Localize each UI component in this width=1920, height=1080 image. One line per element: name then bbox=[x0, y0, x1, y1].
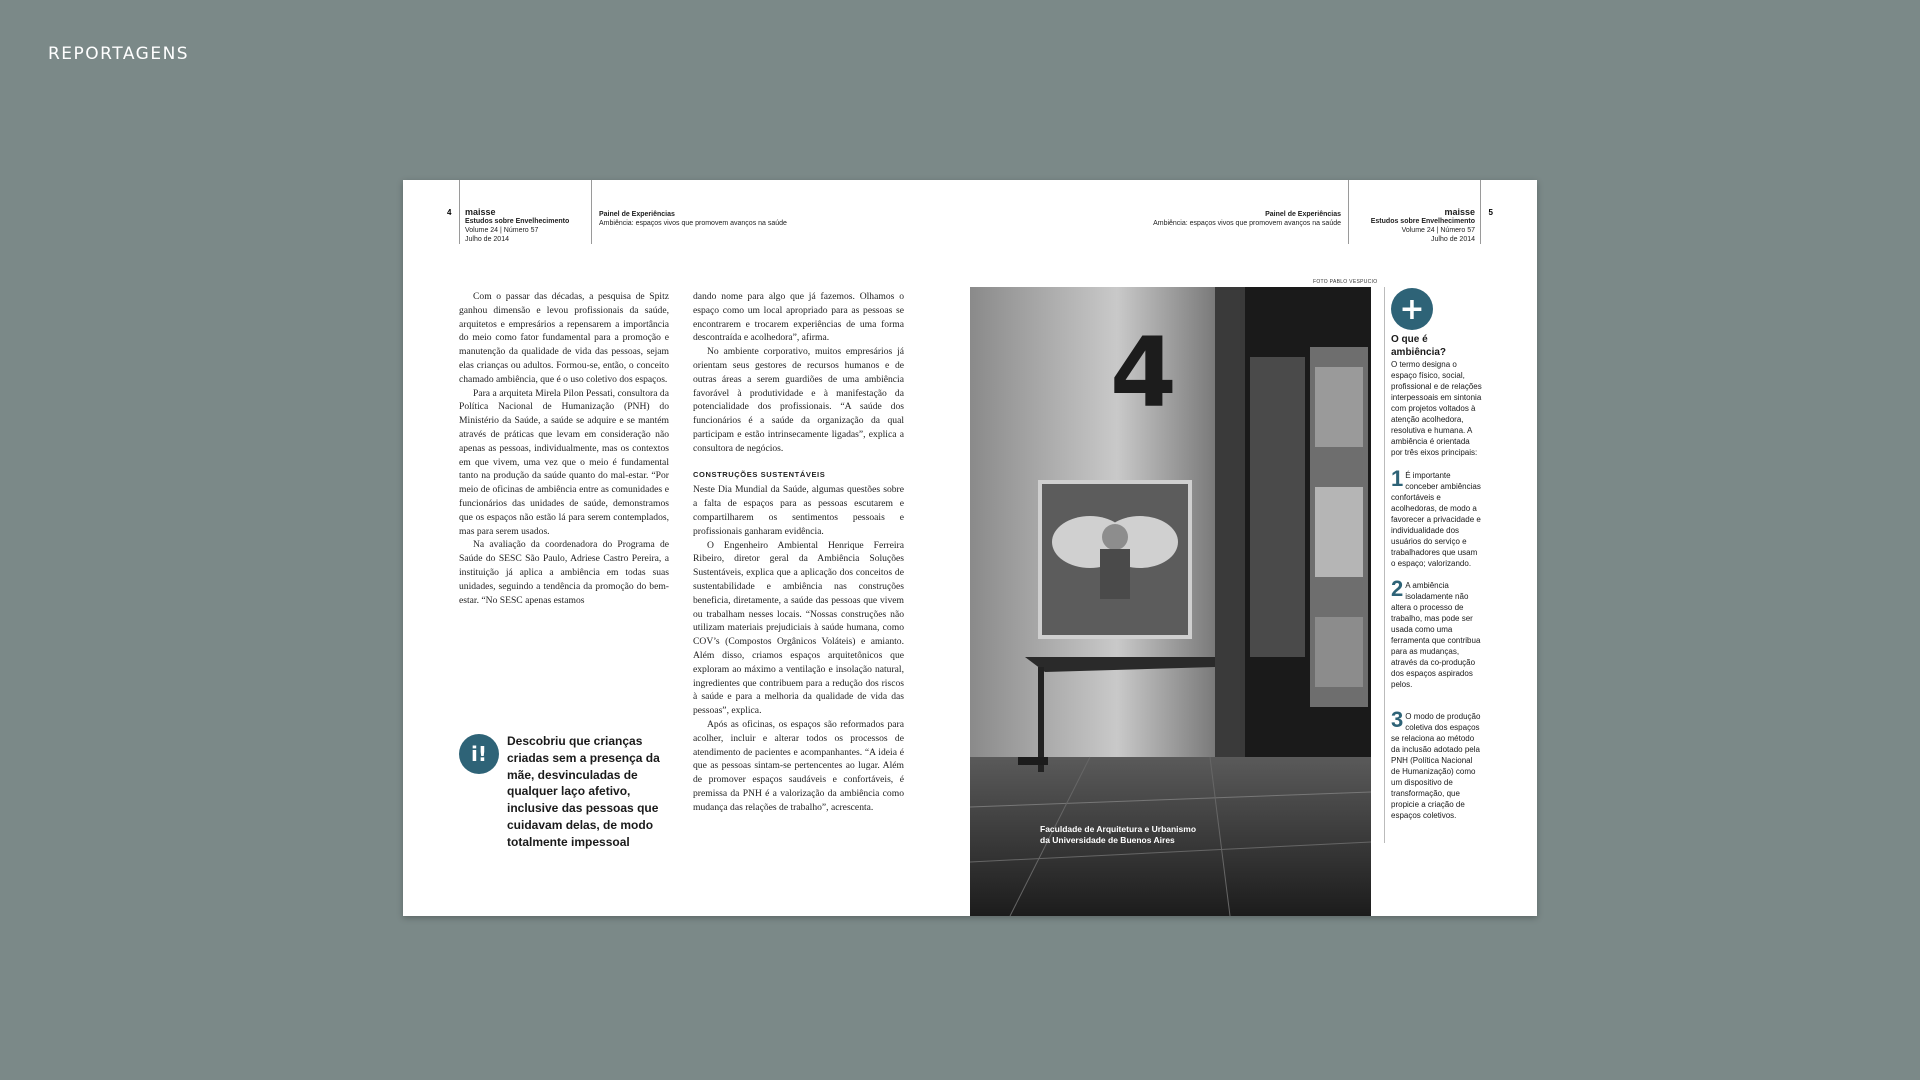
page-number-right: 5 bbox=[1488, 208, 1493, 217]
section-subtitle: Ambiência: espaços vivos que promovem avanços na saúde bbox=[599, 220, 787, 227]
caption-line: da Universidade de Buenos Aires bbox=[1040, 835, 1175, 845]
article-photo bbox=[970, 287, 1371, 916]
paragraph: dando nome para algo que já fazemos. Olhamos o espaço como um local apropriado para as pessoas se encontrarem e trocarem experiências de uma forma descontraída e acolhedora”, afirma. bbox=[693, 291, 904, 344]
magazine-date: Julho de 2014 bbox=[1431, 236, 1475, 243]
photo-credit: FOTO PABLO VESPUCIO bbox=[1313, 279, 1378, 285]
sidebar-item bbox=[1391, 707, 1483, 821]
item-text: O modo de produção coletiva dos espaços se relaciona ao método da inclusão adotado pela PNH (Política Nacional de Humanização) como um dispositivo de transformação, que propicie a criação de espaços coletivos. bbox=[1391, 712, 1481, 820]
article-column-1 bbox=[459, 290, 669, 607]
sidebar-rule bbox=[1384, 287, 1385, 843]
header-rule bbox=[591, 180, 592, 244]
header-rule bbox=[1348, 180, 1349, 244]
section-label: REPORTAGENS bbox=[48, 44, 190, 64]
paragraph: Neste Dia Mundial da Saúde, algumas questões sobre a falta de espaços para as pessoas escutarem e compartilharem os sentimentos pessoais e profissionais ganharam evidência. bbox=[693, 484, 904, 537]
section-subtitle: Ambiência: espaços vivos que promovem avanços na saúde bbox=[1153, 220, 1341, 227]
magazine-subtitle: Estudos sobre Envelhecimento bbox=[1370, 218, 1475, 225]
header-section-right bbox=[1153, 210, 1341, 228]
header-magazine-right bbox=[1371, 208, 1475, 244]
door-number: 4 bbox=[1110, 317, 1177, 429]
item-number: 1 bbox=[1391, 466, 1404, 491]
pull-quote: Descobriu que crianças criadas sem a presença da mãe, desvinculadas de qualquer laço afetivo, inclusive das pessoas que cuidavam delas, de modo totalmente impessoal bbox=[507, 734, 660, 849]
sidebar-item bbox=[1391, 576, 1483, 690]
item-text: A ambiência isoladamente não altera o processo de trabalho, mas pode ser usada como uma ferramenta que contribua para as mudanças, através da co-produção dos espaços aspirados pelos. bbox=[1391, 581, 1481, 689]
paragraph: No ambiente corporativo, muitos empresários já orientam seus gestores de recursos humanos e de outras áreas a serem guardiões de uma ambiência favorável à produtividade e à manifestação da potencialidade dos profissionais. “A saúde dos funcionários é a saúde da organização da qual participam e estão intrinsecamente ligadas”, explica a consultora de negócios. bbox=[693, 346, 904, 454]
sidebar-box bbox=[1391, 333, 1483, 458]
item-text: É importante conceber ambiências confortáveis e acolhedoras, de modo a favorecer a privacidade e individualidade dos usuários do serviço e trabalhadores que usam o espaço; valorizando. bbox=[1391, 471, 1481, 568]
photo-caption bbox=[1040, 824, 1196, 846]
header-section-left bbox=[599, 210, 787, 228]
info-icon: i! bbox=[459, 734, 499, 774]
magazine-subtitle: Estudos sobre Envelhecimento bbox=[465, 218, 570, 225]
sidebar-intro: O termo designa o espaço físico, social, profissional e de relações interpessoais em sintonia com projetos voltados à atenção acolhedora, resolutiva e humana. A ambiência é orientada por três eixos principais: bbox=[1391, 360, 1482, 457]
magazine-name: maisse bbox=[1444, 207, 1475, 217]
item-number: 3 bbox=[1391, 707, 1404, 732]
paragraph: O Engenheiro Ambiental Henrique Ferreira Ribeiro, diretor geral da Ambiência Soluções Sustentáveis, explica que a aplicação dos conceitos de sustentabilidade e ambiência nas construções beneficia, diretamente, a saúde das pessoas que vivem ou trabalham nesses locais. “Nossas construções não utilizam materiais prejudiciais à saúde humana, como COV’s (Compostos Orgânicos Voláteis) e amianto. Além disso, criamos espaços arquitetônicos que exploram ao máximo a ventilação e insolação natural, ingredientes que contribuem para a redução dos riscos à saúde e para a melhoria da qualidade de vida das pessoas”, explica. bbox=[693, 539, 904, 717]
paragraph: Após as oficinas, os espaços são reformados para acolher, incluir e alterar todos os processos de atendimento de pacientes e acompanhantes. “A ideia é que as pessoas sintam-se pertencentes ao lugar. Além de promover espaços saudáveis e confortáveis, é premissa da PNH é a valorização da ambiência como mudança das relações de trabalho”, acrescenta. bbox=[693, 718, 904, 813]
caption-line: Faculdade de Arquitetura e Urbanismo bbox=[1040, 824, 1197, 834]
sidebar-item bbox=[1391, 466, 1483, 569]
section-title: Painel de Experiências bbox=[1265, 211, 1341, 218]
magazine-volume: Volume 24 | Número 57 bbox=[465, 227, 539, 234]
magazine-name: maisse bbox=[465, 207, 496, 217]
header-rule bbox=[1480, 180, 1481, 244]
subheading: CONSTRUÇÕES SUSTENTÁVEIS bbox=[693, 469, 826, 479]
plus-icon: + bbox=[1391, 288, 1433, 330]
paragraph: Na avaliação da coordenadora do Programa de Saúde do SESC São Paulo, Adriese Castro Pereira, a instituição já aplica a ambiência em todas suas unidades, seguindo a tendência da promoção do bem-estar. “No SESC apenas estamos bbox=[459, 539, 669, 606]
page-number-left: 4 bbox=[447, 208, 452, 217]
magazine-volume: Volume 24 | Número 57 bbox=[1401, 227, 1475, 234]
paragraph: Com o passar das décadas, a pesquisa de Spitz ganhou dimensão e levou profissionais da saúde, arquitetos e empresários a repensarem a importância do meio como fator fundamental para a promoção e manutenção da qualidade de vida das pessoas, sejam elas crianças ou adultos. Formou-se, então, o conceito chamado ambiência, que é o uso coletivo dos espaços. bbox=[459, 291, 669, 385]
magazine-date: Julho de 2014 bbox=[465, 236, 509, 243]
magazine-spread bbox=[403, 180, 1537, 916]
sidebar-title: O que é ambiência? bbox=[1391, 334, 1447, 358]
article-column-2 bbox=[693, 290, 904, 814]
section-title: Painel de Experiências bbox=[599, 211, 675, 218]
header-rule bbox=[459, 180, 460, 244]
header-magazine-left bbox=[465, 208, 569, 244]
paragraph: Para a arquiteta Mirela Pilon Pessati, consultora da Política Nacional de Humanização (PNH) do Ministério da Saúde, a saúde se adquire e se mantém através de práticas que levam em consideração não apenas as pessoas, individualmente, mas os contextos em que vivem, uma vez que o meio é fundamental tanto na produção da saúde quanto do mal-estar. “Por meio de oficinas de ambiência entre as comunidades e funcionários das unidades de saúde, demonstramos que os espaços não estão lá para serem contemplados, mas para serem usados. bbox=[459, 387, 669, 537]
item-number: 2 bbox=[1391, 576, 1404, 601]
